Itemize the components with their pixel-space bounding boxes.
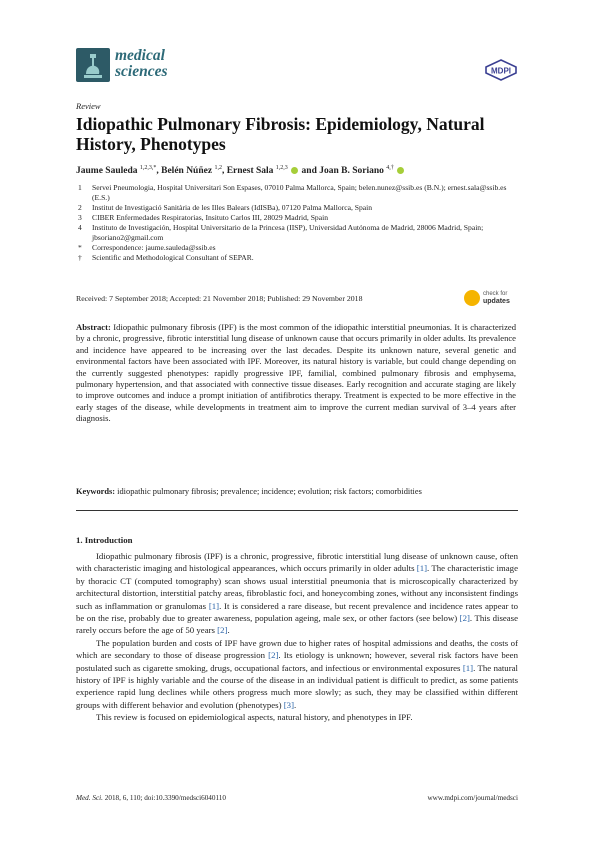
text-run: . xyxy=(294,699,297,710)
citation-link[interactable]: [1] xyxy=(462,662,474,673)
article-type: Review xyxy=(76,101,101,111)
article-title: Idiopathic Pulmonary Fibrosis: Epidemiology, Natural History, Phenotypes xyxy=(76,114,485,154)
paragraph xyxy=(76,550,518,637)
page-footer xyxy=(76,794,518,802)
affiliation-text: Instituto de Investigación, Hospital Universitario de la Princesa (IISP), Universidad Autónoma de Madrid, 28006 Madrid, Spain; jbsoriano2@gmail.com xyxy=(92,223,484,242)
citation-link[interactable]: [2] xyxy=(268,650,279,661)
author-affiliation-marks: 1,2,3,* xyxy=(139,165,157,171)
affiliation-text: CIBER Enfermedades Respiratorias, Insituto Carlos III, 28029 Madrid, Spain xyxy=(92,213,328,222)
journal-url[interactable]: www.mdpi.com/journal/medsci xyxy=(427,794,518,802)
paragraph: This review is focused on epidemiological aspects, natural history, and phenotypes in IPF. xyxy=(96,712,413,723)
keywords xyxy=(76,487,516,496)
section-divider xyxy=(76,510,518,511)
check-updates-line2: updates xyxy=(483,298,510,305)
orcid-icon[interactable] xyxy=(291,167,298,174)
affiliation-mark: 3 xyxy=(78,213,82,222)
text-run: . xyxy=(227,625,230,636)
check-updates-icon xyxy=(464,290,480,306)
journal-name[interactable] xyxy=(115,48,168,80)
affiliation-mark: * xyxy=(78,243,82,252)
keywords-text: idiopathic pulmonary fibrosis; prevalence; incidence; evolution; risk factors; comorbidities xyxy=(117,487,422,496)
footer-journal xyxy=(76,794,226,802)
citation-link[interactable]: [2] xyxy=(459,613,470,624)
journal-abbrev: Med. Sci. xyxy=(76,794,103,802)
affiliation-mark: 2 xyxy=(78,203,82,212)
keywords-label: Keywords: xyxy=(76,487,116,496)
affiliation-item xyxy=(76,223,526,243)
orcid-icon[interactable] xyxy=(397,167,404,174)
author-name[interactable]: Ernest Sala xyxy=(226,166,274,177)
text-run: . Its etiology is unknown; however, several risk factors have been postulated such as cigarette smoking, drugs, occupational factors, and infectious or environmental exposures xyxy=(76,650,518,673)
abstract-label: Abstract: xyxy=(76,322,111,332)
affiliation-item xyxy=(76,213,526,223)
footnote xyxy=(76,253,526,263)
citation-link[interactable]: [2] xyxy=(217,625,228,636)
abstract-text: Idiopathic pulmonary fibrosis (IPF) is the most common of the idiopathic interstitial pneumonias. It is characterized by a chronic, progressive, fibrotic interstitial lung disease of unknown cause that occurs primarily in older adults. Its prevalence and incidence have appeared to be increasing over the last decades. Despite its unknown nature, several genetic and environmental factors have been associated with IPF. Moreover, its natural history is variable, but could change depending on the currently suggested phenotypes: rapidly progressive IPF, familial, combined pulmonary fibrosis and emphysema, pulmonary hypertension, and that associated with connective tissue diseases. Early recognition and accurate staging are likely to improve outcomes and induce a prompt initiation of antifibrotics therapy. Treatment is expected to be more effective in the early stages of the disease, while developments in treatment aim to improve the current median survival of 3–4 years after diagnosis. xyxy=(76,322,516,424)
journal-logo xyxy=(76,48,110,82)
correspondence xyxy=(76,243,526,253)
publication-dates: Received: 7 September 2018; Accepted: 21 November 2018; Published: 29 November 2018 xyxy=(76,294,363,303)
footnote-text: Scientific and Methodological Consultant of SEPAR. xyxy=(92,253,254,262)
citation-link[interactable]: [1] xyxy=(208,600,220,611)
check-updates-line1: check for xyxy=(483,291,508,297)
journal-name-line1: medical xyxy=(115,47,165,64)
affiliation-text: Servei Pneumologia, Hospital Universitari Son Espases, 07010 Palma Mallorca, Spain; belen.nunez@ssib.es (B.N.); ernest.sala@ssib.es (E.S.) xyxy=(92,183,507,202)
text-run: Idiopathic pulmonary fibrosis (IPF) is a chronic, progressive, fibrotic interstitial lung disease of unknown cause, often with characteristic imaging and histological appearances, which occurs primarily in older adults xyxy=(76,551,518,574)
text-run: The population burden and costs of IPF have grown due to higher rates of hospital admissions and deaths, the costs of which are secondary to those of disease progression xyxy=(76,637,518,661)
and-word: and xyxy=(301,166,317,177)
section-heading: 1. Introduction xyxy=(76,535,133,545)
affiliation-text: Institut de Investigació Sanitària de les Illes Balears (IdISBa), 07120 Palma Mallorca, Spain xyxy=(92,203,373,212)
affiliation-mark: † xyxy=(78,253,82,262)
citation-link[interactable]: [3] xyxy=(283,699,295,710)
author-affiliation-marks: 4,† xyxy=(386,165,394,171)
text-run: . The characteristic image by thoracic CT (computed tomography) scan shows usual interstitial pneumonia that is microscopically characterized by architectural distortion, interstitial patchy areas, fibroblastic foci, and honeycombing zones, without any inconsistent findings such as inflammation or granulomas xyxy=(76,563,518,611)
correspondence-text: Correspondence: jaume.sauleda@ssib.es xyxy=(92,243,216,252)
mdpi-logo[interactable] xyxy=(484,59,518,81)
author-list: Jaume Sauleda $^{1,2,3,*}$, Belén Núñez $^{1,2}$, Ernest Sala $^{1,2,3}$ and Joan B. Soriano $^{4,\dagger}$ xyxy=(76,165,405,176)
author-name[interactable]: Jaume Sauleda xyxy=(76,166,138,177)
mdpi-logo-text: MDPI xyxy=(491,66,511,76)
check-for-updates-badge[interactable] xyxy=(464,290,516,308)
affiliation-item xyxy=(76,203,526,213)
citation-link[interactable]: [1] xyxy=(416,563,428,574)
affiliation-item xyxy=(76,183,526,203)
text-run: . The natural history of IPF is highly variable and the course of the disease in an individual patient is difficult to predict, as some patients experience rapid lung declines while others progress much more slowly; as such, they may be classified within different groups with different behavior and evolution (phenotypes) xyxy=(76,662,518,710)
author-name[interactable]: Belén Núñez xyxy=(161,166,213,177)
footer-citation: 2018, 6, 110; doi:10.3390/medsci6040110 xyxy=(104,794,226,802)
affiliation-mark: 4 xyxy=(78,223,82,232)
affiliation-mark: 1 xyxy=(78,183,82,192)
text-run: . It is considered a rare disease, but recent prevalence and incidence rates appear to be on the rise, probably due to greater awareness, population ageing, male sex, or other factors (see below) xyxy=(76,600,518,624)
introduction-body xyxy=(76,550,518,724)
microscope-icon xyxy=(76,48,110,82)
affiliations xyxy=(76,183,526,263)
abstract xyxy=(76,322,516,425)
author-name[interactable]: Joan B. Soriano xyxy=(319,166,384,177)
author-affiliation-marks: 1,2 xyxy=(214,165,222,171)
paragraph xyxy=(76,637,518,711)
journal-name-line2: sciences xyxy=(115,63,168,80)
author-affiliation-marks: 1,2,3 xyxy=(275,165,288,171)
text-run: . This disease rarely occurs before the age of 50 years xyxy=(76,613,518,636)
